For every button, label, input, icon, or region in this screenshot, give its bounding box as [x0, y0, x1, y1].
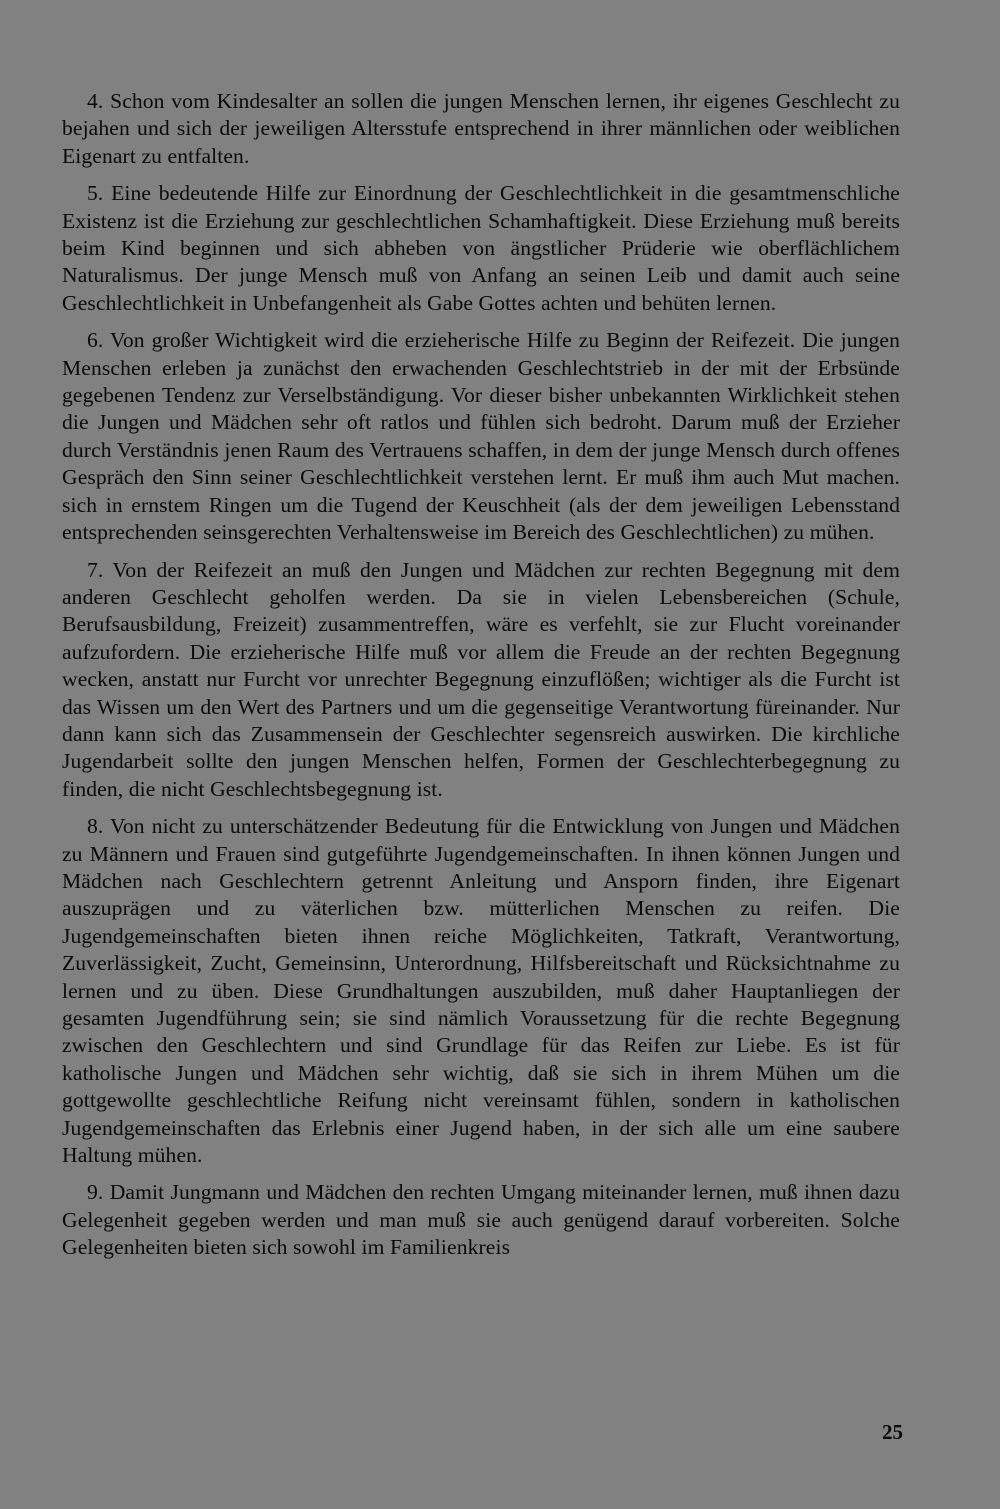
page-number: 25 [882, 1420, 903, 1444]
paragraph-9: 9. Damit Jungmann und Mädchen den rechten Umgang miteinander lernen, muß ihnen dazu Gelegenheit gegeben werden und man muß sie auch genügend darauf vorbereiten. Solche Gelegenheiten bieten sich sowohl im Familienkreis [62, 1180, 900, 1260]
paragraph-5: 5. Eine bedeutende Hilfe zur Einordnung der Geschlechtlichkeit in die gesamtmenschliche Existenz ist die Erziehung zur geschlechtlichen Schamhaftigkeit. Diese Erziehung muß bereits beim Kind beginnen und sich abheben von ängstlicher Prüderie wie oberflächlichem Naturalismus. Der junge Mensch muß von Anfang an seinen Leib und damit auch seine Geschlechtlichkeit in Unbefangenheit als Gabe Gottes achten und behüten lernen. [62, 181, 900, 315]
paragraph-6: 6. Von großer Wichtigkeit wird die erzieherische Hilfe zu Beginn der Reifezeit. Die jungen Menschen erleben ja zunächst den erwachenden Geschlechtstrieb in der mit der Erbsünde gegebenen Tendenz zur Verselbständigung. Vor dieser bisher unbekannten Wirklichkeit stehen die Jungen und Mädchen sehr oft ratlos und fühlen sich bedroht. Darum muß der Erzieher durch Verständnis jenen Raum des Vertrauens schaffen, in dem der junge Mensch durch offenes Gespräch den Sinn seiner Geschlechtlichkeit verstehen lernt. Er muß ihm auch Mut machen. sich in ernstem Ringen um die Tugend der Keuschheit (als der dem jeweiligen Lebensstand entsprechenden seinsgerechten Verhaltensweise im Bereich des Geschlechtlichen) zu mühen. [62, 328, 900, 545]
paragraph-7: 7. Von der Reifezeit an muß den Jungen und Mädchen zur rechten Begegnung mit dem anderen Geschlecht geholfen werden. Da sie in vielen Lebensbereichen (Schule, Berufsausbildung, Freizeit) zusammentreffen, wäre es verfehlt, sie zur Flucht voreinander aufzufordern. Die erzieherische Hilfe muß vor allem die Freude an der rechten Begegnung wecken, anstatt nur Furcht vor unrechter Begegnung einzuflößen; wichtiger als die Furcht ist das Wissen um den Wert des Partners und um die gegenseitige Verantwortung füreinander. Nur dann kann sich das Zusammensein der Geschlechter segensreich auswirken. Die kirchliche Jugendarbeit sollte den jungen Menschen helfen, Formen der Geschlechterbegegnung zu finden, die nicht Geschlechtsbegegnung ist. [62, 557, 900, 801]
paragraph-8: 8. Von nicht zu unterschätzender Bedeutung für die Entwicklung von Jungen und Mädchen zu Männern und Frauen sind gutgeführte Jugendgemeinschaften. In ihnen können Jungen und Mädchen nach Geschlechtern getrennt Anleitung und Ansporn finden, ihre Eigenart auszuprägen und zu väterlichen bzw. mütterlichen Menschen zu reifen. Die Jugendgemeinschaften bieten ihnen reiche Möglichkeiten, Tatkraft, Verantwortung, Zuverlässigkeit, Zucht, Gemeinsinn, Unterordnung, Hilfsbereitschaft und Rücksichtnahme zu lernen und zu üben. Diese Grundhaltungen auszubilden, muß daher Hauptanliegen der gesamten Jugendführung sein; sie sind nämlich Voraussetzung für die rechte Begegnung zwischen den Geschlechtern und sind Grundlage für das Reifen zur Liebe. Es ist für katholische Jungen und Mädchen sehr wichtig, daß sie sich in ihrem Mühen um die gottgewollte geschlechtliche Reifung nicht vereinsamt fühlen, sondern in katholischen Jugendgemeinschaften das Erlebnis einer Jugend haben, in der sich alle um eine saubere Haltung mühen. [62, 814, 900, 1168]
paragraph-4: 4. Schon vom Kindesalter an sollen die jungen Menschen lernen, ihr eigenes Geschlecht zu bejahen und sich der jeweiligen Altersstufe entsprechend in ihrer männlichen oder weiblichen Eigenart zu entfalten. [62, 89, 900, 168]
body-text [62, 88, 900, 1262]
